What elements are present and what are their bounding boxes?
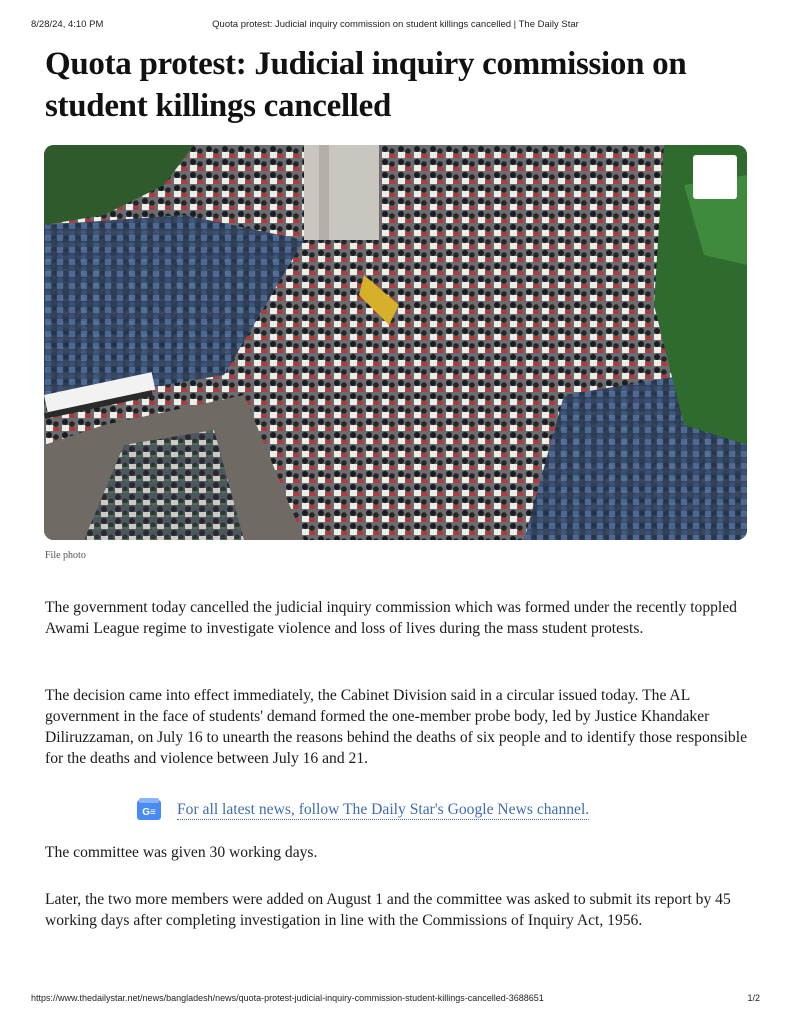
headline-line-1: Quota protest: Judicial inquiry commission on [45, 46, 687, 82]
photo-overlay-badge [693, 155, 737, 199]
article-photo [44, 145, 747, 540]
article-headline [45, 43, 755, 127]
google-news-promo [135, 797, 589, 823]
google-news-icon [135, 798, 163, 822]
print-document-title: Quota protest: Judicial inquiry commission on student killings cancelled | The Daily Star [212, 19, 579, 30]
headline-line-2: student killings cancelled [45, 88, 392, 124]
print-url: https://www.thedailystar.net/news/bangladesh/news/quota-protest-judicial-inquiry-commission-student-killings-cancelled-3688651 [31, 993, 544, 1003]
article-paragraph-3: The committee was given 30 working days. [45, 844, 318, 861]
photo-caption: File photo [45, 550, 86, 561]
crowd-photo-illustration [44, 145, 747, 540]
article-paragraph-4: Later, the two more members were added on August 1 and the committee was asked to submit its report by 45 working days after completing investigation in line with the Commissions of Inquiry Act, 1956. [45, 891, 731, 929]
print-date: 8/28/24, 4:10 PM [31, 19, 104, 30]
print-header [0, 19, 791, 33]
article-paragraph-1: The government today cancelled the judicial inquiry commission which was formed under the recently toppled Awami League regime to investigate violence and loss of lives during the mass student protests. [45, 599, 737, 637]
print-footer [0, 993, 791, 1007]
svg-text:G≡: G≡ [142, 807, 156, 818]
google-news-follow-link[interactable]: For all latest news, follow The Daily Star's Google News channel. [177, 800, 590, 818]
article-paragraph-2: The decision came into effect immediately, the Cabinet Division said in a circular issued today. The AL government in the face of students' demand formed the one-member probe body, led by Justice Khandaker Diliruzzaman, on July 16 to unearth the reasons behind the deaths of six people and to identify those responsible for the deaths and violence between July 16 and 21. [45, 687, 747, 767]
print-page-number: 1/2 [747, 993, 760, 1003]
